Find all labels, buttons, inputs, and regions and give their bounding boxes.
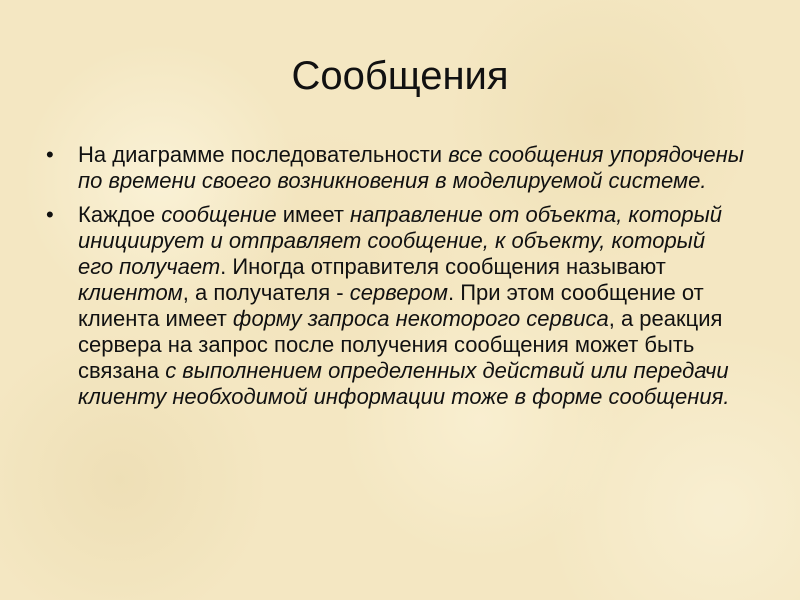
bullet-list (46, 142, 746, 418)
italic-text-segment: с выполнением определенных действий или передачи клиенту необходимой информации тоже в форме сообщения. (78, 358, 730, 409)
italic-text-segment: направление от объекта, который инициирует и отправляет сообщение, к объекту, который его получает (78, 202, 723, 279)
italic-text-segment: клиентом (78, 280, 183, 305)
text-segment: , а реакция сервера на запрос после получения сообщения может быть связана (78, 306, 723, 383)
text-segment: На диаграмме последовательности (78, 142, 449, 167)
italic-text-segment: все сообщения упорядочены по времени своего возникновения в моделируемой системе. (78, 142, 744, 193)
text-segment: имеет (276, 202, 351, 227)
slide-title: Сообщения (291, 54, 509, 98)
text-segment: , а получателя - (182, 280, 350, 305)
bullet-dot-icon: • (46, 142, 54, 167)
italic-text-segment: сообщение (161, 202, 277, 227)
italic-text-segment: сервером (349, 280, 448, 305)
text-segment: . Иногда отправителя сообщения называют (220, 254, 666, 279)
italic-text-segment: форму запроса некоторого сервиса (232, 306, 609, 331)
bullet-text (78, 202, 729, 409)
bullet-text (78, 142, 744, 193)
bullet-item (46, 202, 746, 410)
bullet-item (46, 142, 746, 194)
text-segment: Каждое (78, 202, 162, 227)
bullet-dot-icon: • (46, 202, 54, 227)
text-segment: . При этом сообщение от клиента имеет (78, 280, 704, 331)
